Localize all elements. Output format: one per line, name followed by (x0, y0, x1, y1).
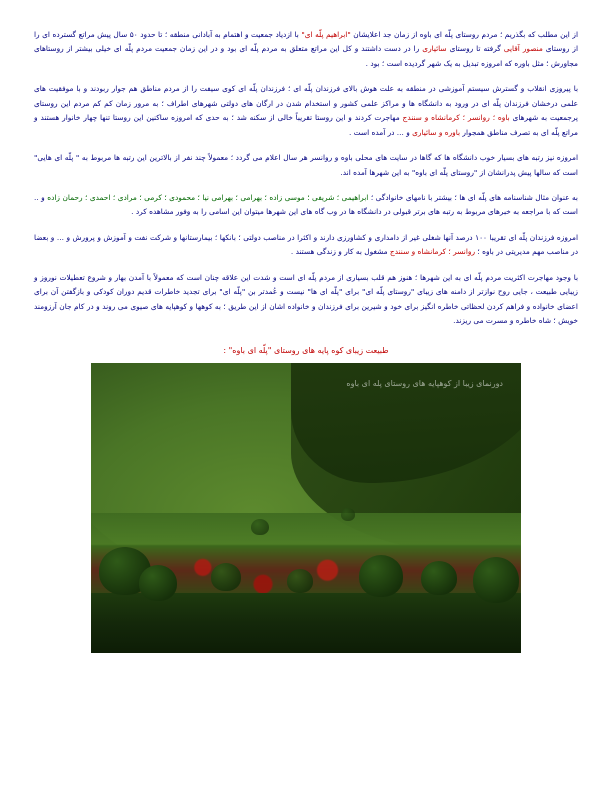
text-run-highlight: باوه ؛ روانسر ؛ کرمانشاه و سنندج (402, 113, 510, 123)
text-run-highlight: "ابراهیم پلّه ای" (301, 30, 351, 39)
tree (287, 569, 313, 593)
tree (251, 519, 269, 535)
landscape-photo (91, 363, 521, 653)
photo-watermark: دورنمای زیبا از کوهپایه های روستای پله ای باوه (346, 379, 503, 389)
tree (341, 508, 355, 521)
text-run: گرفته تا روستای (446, 44, 504, 54)
text-run-highlight: منصور آقایی (503, 44, 543, 54)
text-run-highlight: روانسر ؛ کرمانشاه و سنندج (389, 247, 476, 257)
text-run: امروزه نیز رتبه های بسیار خوب دانشگاه ها که گاها در سایت های محلی باوه و روانسر هر سال اعلام می گردد ؛ معمولاً چند نفر از بالاترین این رتبه ها مربوط به " پلّه ای هایی" است که سالها پیش پدرانشان از "روستای پلّه ای باوه" به این شهرها آمده اند. (34, 153, 578, 177)
text-run: از این مطلب که بگذریم ؛ مردم روستای پلّه ای باوه از زمان جد اعلایشان (350, 30, 578, 39)
text-run: و .. است که با مراجعه به خبرهای مربوط به رتبه های برتر قبولی در دانشگاه ها در وب گاه های این شهرها میتوان این اسامی را به وفور مشاهده کرد . (34, 192, 578, 217)
text-run: با پیروزی انقلاب و گسترش سیستم آموزشی در منطقه به علت هوش بالای فرزندان پلّه ای ؛ فرزندان پلّه ای کوی سیفت را از مردم مناطق هم جوار ربودند و با موفقیت های علمی درخشان فرزندان پلّه ای در ورود به دانشگاه ها و مراکز علمی کشور و استخدام شدن در ارگان های دولتی شهرهای اطراف ؛ به مرور زمان کم کم مردم این روستای پرجمعیت به شهرهای (34, 84, 578, 123)
paragraph-6 (34, 271, 578, 329)
photo-foreground (91, 593, 521, 653)
paragraph-1 (34, 28, 578, 71)
text-run: مشغول به کار و زندگی هستند . (290, 247, 390, 257)
tree (359, 555, 403, 597)
paragraph-4 (34, 191, 578, 220)
photo-container (34, 363, 578, 653)
image-caption: طبیعت زیبای کوه پایه های روستای "پلّه ای باوه" : (223, 346, 389, 356)
text-run: با وجود مهاجرت اکثریت مردم پلّه ای به این شهرها ؛ هنوز هم قلب بسیاری از مردم پلّه ای است و شدت این علاقه چنان است که معمولاً با آمدن بهار و شروع تعطیلات نوروز و زیبایی طبیعت ، جایی روح نوازتر از دامنه های زیبای "روستای پلّه ای" برای "پلّه ای ها" نیست و عُمدتر بن "پلّه ای" برای تجدید خاطرات قدیم دوران کودکی و بازگفتن آن برای اعضای خانواده و فراهم کردن لحظاتی خاطره انگیز برای خود و شیرین برای فرزندان و خانواده اشان از این طریق ؛ به کوهها و کوهپایه های صیوی می روند و در کام جان آرزومند خویش ؛ شاه خاطره و مسرت می ریزند. (34, 272, 578, 325)
text-run-highlight: باوره و سائیاری (412, 127, 461, 137)
paragraph-3 (34, 151, 578, 180)
text-run: با ازدیاد جمعیت و اهتمام به آبادانی منطقه ؛ تا حدود ۵۰ سال پیش مراتع گسترده ای را از روستای (34, 30, 578, 54)
text-run-highlight: سائیاری (422, 44, 447, 54)
tree (421, 561, 457, 595)
tree (139, 565, 177, 601)
text-run: امروزه فرزندان پلّه ای تقریبا ۱۰۰ درصد آنها شغلی غیر از دامداری و کشاورزی دارند و اکثرا در مناصب دولتی ؛ بانکها ؛ بیمارستانها و شرکت نفت و آموزش و پرورش و ... و بعضا در مناصب مهم مدیریتی در باوه ؛ (34, 232, 578, 257)
tree (211, 563, 241, 591)
paragraph-5 (34, 231, 578, 260)
text-run: و ... در آمده است . (348, 127, 413, 137)
text-run: مهاجرت کردند و این روستا تقریباً خالی از سکنه شد ؛ به حدی که امروزه ساکنین این روستا تنها چهار خانوار هستند و مراتع پلّه ای به تصرف مناطق همجوار (34, 113, 578, 137)
text-run: را در دست داشتند و کل این مراتع متعلق به مردم پلّه ای بود و در این زمان جمعیت مردم پلّه ای خیلی بیشتر از روستاهای مجاورش ؛ مثل باوره که امروزه تبدیل به یک شهر گردیده است ؛ بود . (34, 44, 578, 68)
text-run: به عنوان مثال شناسنامه های پلّه ای ها ؛ بیشتر با نامهای خانوادگی ؛ (368, 192, 578, 202)
text-run-surnames: ابراهیمی ؛ شریفی ؛ موسی زاده ؛ بهرامی ؛ بهرامی نیا ؛ محمودی ؛ کرمی ؛ مرادی ؛ احمدی ؛ رحمان زاده (47, 192, 369, 202)
paragraph-2 (34, 82, 578, 140)
tree (473, 557, 519, 603)
